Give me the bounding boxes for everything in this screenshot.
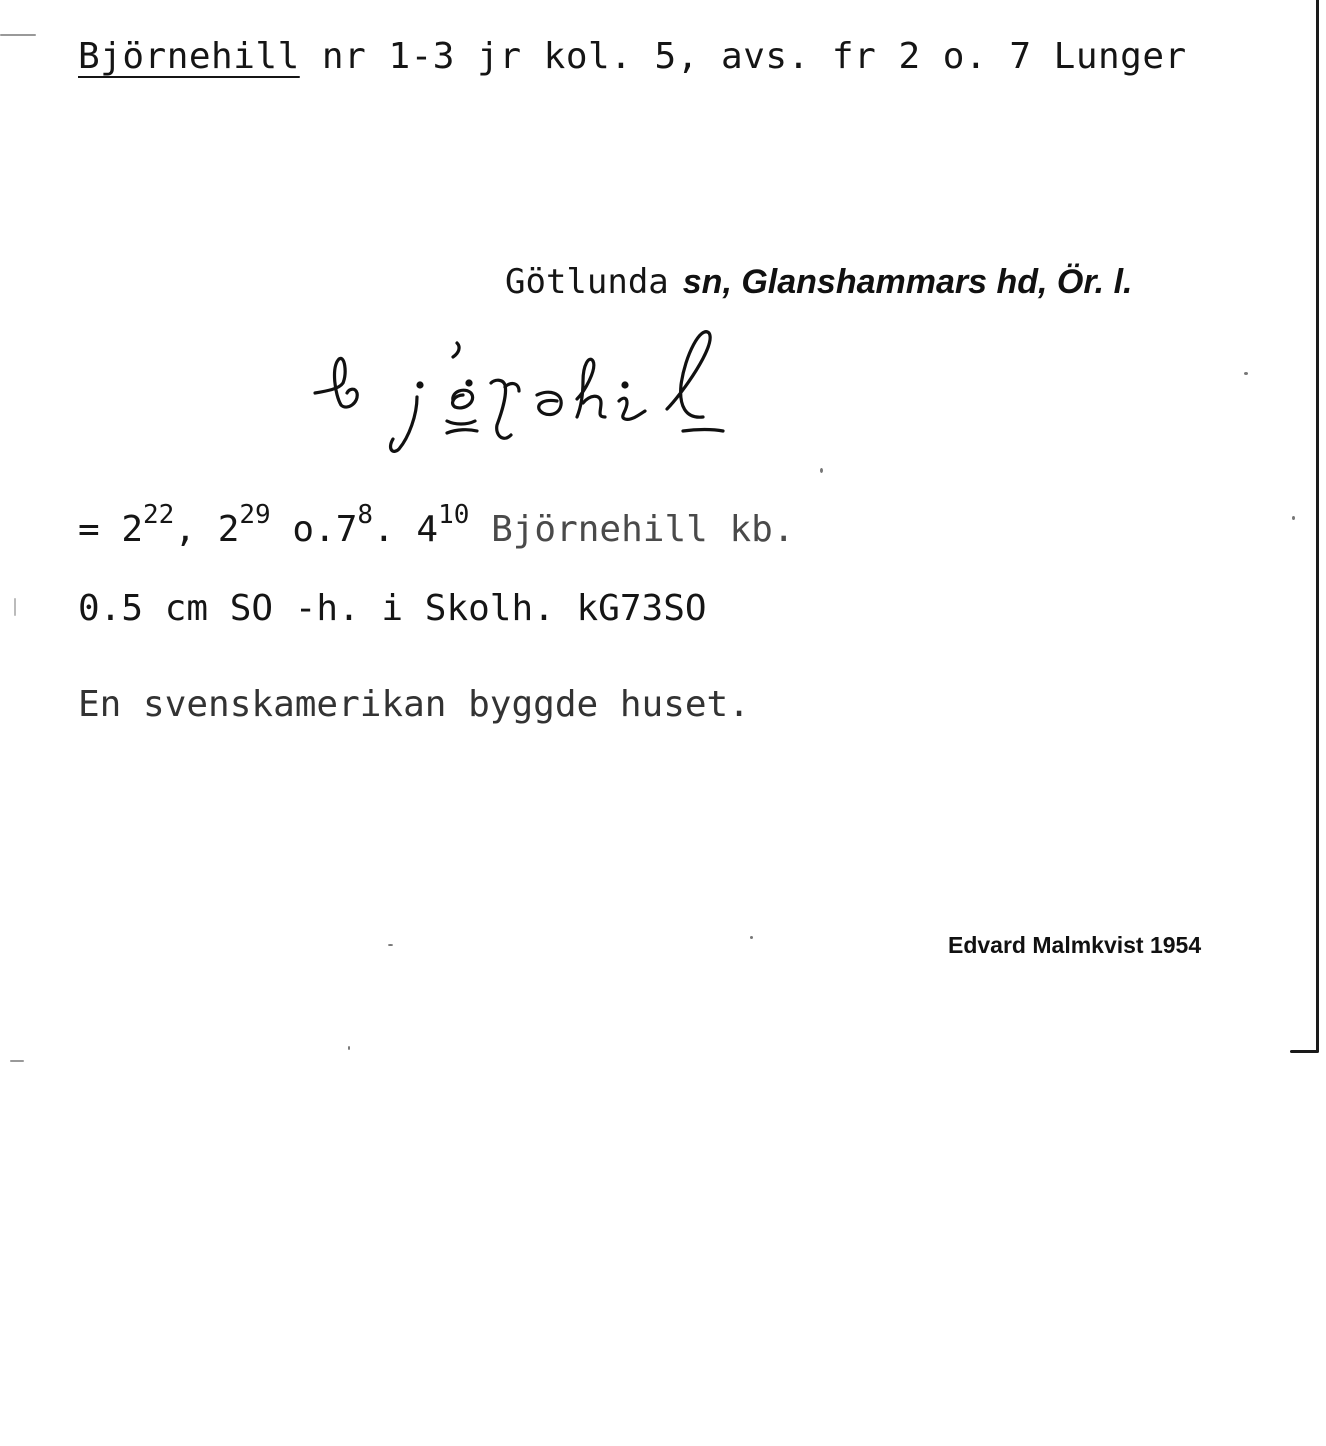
ref-suffix: Björnehill kb. — [469, 509, 795, 550]
paper-speck — [10, 1060, 24, 1062]
paper-speck — [1244, 372, 1248, 375]
card-right-edge — [1316, 0, 1319, 1052]
signature-stamp: Edvard Malmkvist 1954 — [948, 932, 1202, 958]
note-line: En svenskamerikan byggde huset. — [78, 684, 750, 725]
heading-line — [78, 36, 1187, 77]
ref-mid-3: . 4 — [373, 509, 439, 550]
paper-speck — [820, 468, 823, 473]
parish-name: Götlunda — [505, 262, 669, 302]
ref-prefix: = 2 — [78, 509, 144, 550]
paper-speck — [1292, 516, 1295, 520]
paper-speck — [0, 34, 36, 36]
parish-line — [505, 262, 1132, 302]
ref-mid-1: , 2 — [174, 509, 240, 550]
place-name-heading: Björnehill — [78, 36, 300, 77]
handwritten-pronunciation — [305, 325, 745, 460]
parish-district-stamp: sn, Glanshammars hd, Ör. l. — [682, 263, 1133, 301]
ref-sup-3: 8 — [357, 500, 374, 530]
location-line: 0.5 cm SO -h. i Skolh. kG73SO — [78, 588, 707, 629]
paper-speck — [750, 936, 753, 939]
ref-sup-4: 10 — [438, 500, 470, 530]
ref-sup-1: 22 — [143, 500, 175, 530]
paper-speck — [348, 1046, 350, 1050]
handwritten-pronunciation-drawing — [305, 325, 745, 460]
reference-line — [78, 500, 795, 550]
ref-sup-2: 29 — [239, 500, 271, 530]
ref-mid-2: o.7 — [270, 509, 358, 550]
heading-details: nr 1-3 jr kol. 5, avs. fr 2 o. 7 Lunger — [299, 36, 1187, 77]
paper-speck — [388, 944, 393, 946]
paper-speck — [14, 598, 16, 616]
card-bottom-edge — [1290, 1050, 1319, 1053]
